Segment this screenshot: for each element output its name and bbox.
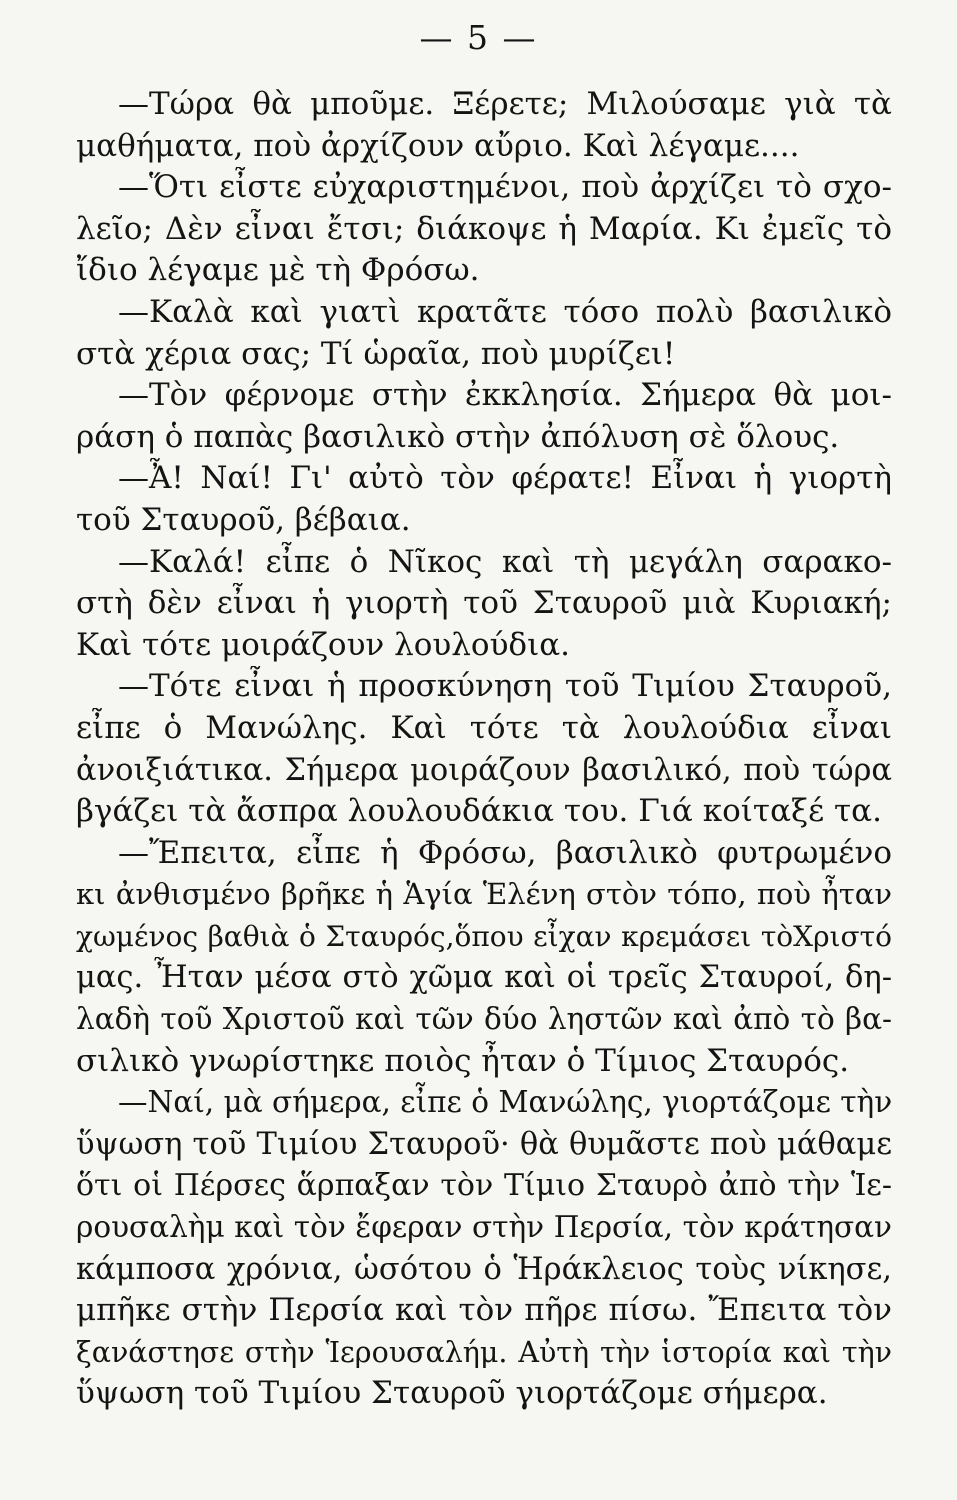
body-text: [76, 84, 892, 1415]
text-line: ὅτι οἱ Πέρσες ἅρπαξαν τὸν Τίμιο Σταυρὸ ἀπὸ τὴν Ἱε-: [76, 1168, 892, 1204]
text-line: —Ἆ! Ναί! Γι' αὐτὸ τὸν φέρατε! Εἶναι ἡ γιορτὴ: [118, 460, 892, 497]
text-line: κάμποσα χρόνια, ὡσότου ὁ Ἡράκλειος τοὺς νίκησε,: [76, 1251, 892, 1287]
text-line: —Καλά! εἶπε ὁ Νῖκος καὶ τὴ μεγάλη σαρακο-: [118, 543, 892, 580]
text-line: λεῖο; Δὲν εἶναι ἔτσι; διάκοψε ἡ Μαρία. Κι ἐμεῖς τὸ: [76, 210, 892, 247]
text-line: ἴδιο λέγαμε μὲ τὴ Φρόσω.: [76, 252, 480, 289]
text-line: —Ὅτι εἶστε εὐχαριστημένοι, ποὺ ἀρχίζει τὸ σχο-: [118, 169, 892, 206]
text-line: ράση ὁ παπὰς βασιλικὸ στὴν ἀπόλυση σὲ ὅλους.: [76, 418, 840, 455]
text-line: εἶπε ὁ Μανώλης. Καὶ τότε τὰ λουλούδια εἶναι: [76, 709, 892, 746]
text-line: μπῆκε στὴν Περσία καὶ τὸν πῆρε πίσω. Ἔπειτα τὸν: [76, 1292, 892, 1329]
text-line: —Τότε εἶναι ἡ προσκύνηση τοῦ Τιμίου Σταυροῦ,: [118, 668, 892, 705]
text-line: μας. Ἦταν μέσα στὸ χῶμα καὶ οἱ τρεῖς Σταυροί, δη-: [76, 960, 892, 996]
text-line: σιλικὸ γνωρίστηκε ποιὸς ἦταν ὁ Τίμιος Σταυρός.: [76, 1042, 850, 1079]
text-line: βγάζει τὰ ἄσπρα λουλουδάκια του. Γιά κοίταξέ τα.: [76, 793, 882, 830]
text-line: ξανάστησε στὴν Ἱερουσαλήμ. Αὐτὴ τὴν ἱστορία καὶ τὴν: [76, 1335, 892, 1369]
text-line: —Καλὰ καὶ γιατὶ κρατᾶτε τόσο πολὺ βασιλικὸ: [118, 293, 892, 330]
text-line: ὕψωση τοῦ Τιμίου Σταυροῦ γιορτάζομε σήμερα.: [76, 1375, 828, 1412]
text-line: στὰ χέρια σας; Τί ὡραῖα, ποὺ μυρίζει!: [76, 335, 676, 372]
text-line: χωμένος βαθιὰ ὁ Σταυρός,ὅπου εἶχαν κρεμάσει τὸΧριστό: [76, 919, 892, 953]
text-line: Καὶ τότε μοιράζουν λουλούδια.: [76, 626, 571, 663]
text-line: —Τὸν φέρνομε στὴν ἐκκλησία. Σήμερα θὰ μοι-: [118, 377, 892, 414]
text-line: —Ναί, μὰ σήμερα, εἶπε ὁ Μανώλης, γιορτάζομε τὴν: [118, 1085, 892, 1120]
text-line: λαδὴ τοῦ Χριστοῦ καὶ τῶν δύο ληστῶν καὶ ἀπὸ τὸ βα-: [76, 1002, 892, 1037]
text-line: ὕψωση τοῦ Τιμίου Σταυροῦ· θὰ θυμᾶστε ποὺ μάθαμε: [76, 1126, 892, 1162]
text-line: —Τώρα θὰ μποῦμε. Ξέρετε; Μιλούσαμε γιὰ τὰ: [118, 86, 892, 122]
page-number: — 5 —: [419, 18, 538, 57]
text-line: τοῦ Σταυροῦ, βέβαια.: [76, 501, 411, 538]
text-line: ρουσαλὴμ καὶ τὸν ἔφεραν στὴν Περσία, τὸν κράτησαν: [76, 1210, 892, 1245]
text-line: στὴ δὲν εἶναι ἡ γιορτὴ τοῦ Σταυροῦ μιὰ Κυριακή;: [76, 585, 892, 622]
text-line: —Ἔπειτα, εἶπε ἡ Φρόσω, βασιλικὸ φυτρωμένο: [118, 834, 892, 871]
text-line: μαθήματα, ποὺ ἀρχίζουν αὔριο. Καὶ λέγαμε....: [76, 127, 800, 164]
text-line: κι ἀνθισμένο βρῆκε ἡ Ἁγία Ἑλένη στὸν τόπο, ποὺ ἦταν: [76, 877, 892, 912]
text-line: ἀνοιξιάτικα. Σήμερα μοιράζουν βασιλικό, ποὺ τώρα: [76, 752, 892, 788]
